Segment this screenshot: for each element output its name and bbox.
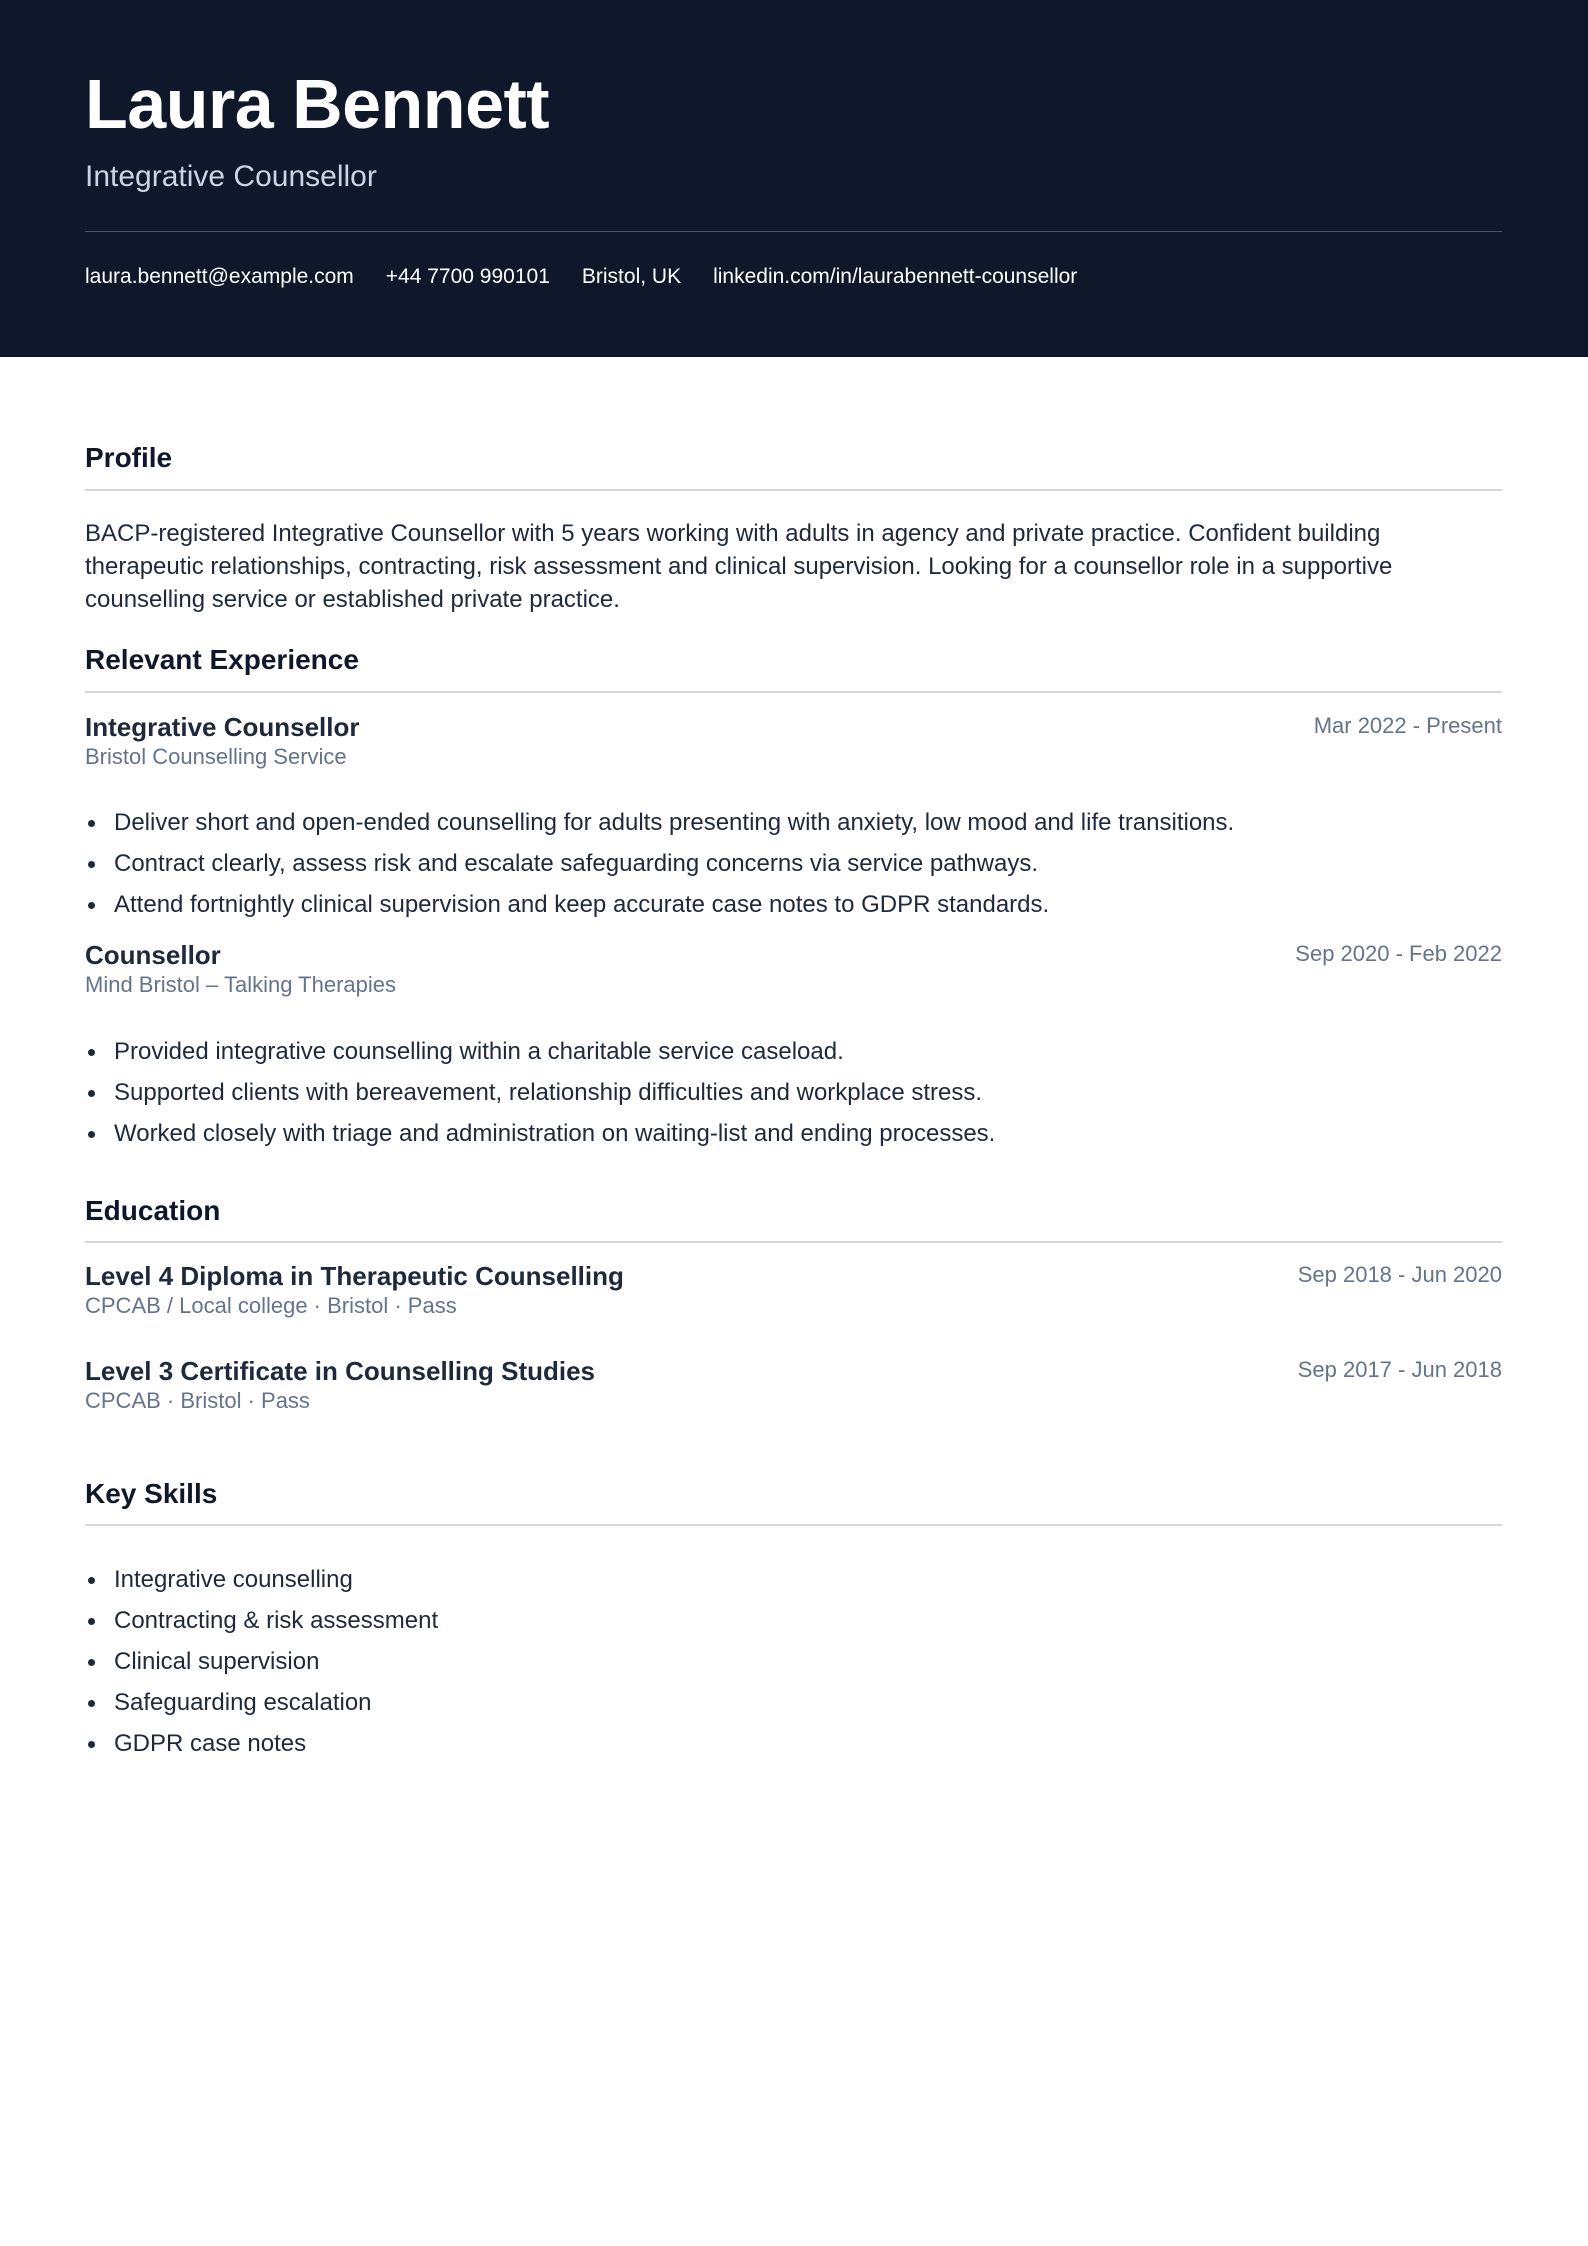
list-item: Contracting & risk assessment [85, 1600, 1502, 1641]
header-divider [85, 231, 1502, 232]
bullet-icon [88, 1577, 95, 1584]
contact-phone: +44 7700 990101 [385, 265, 550, 288]
candidate-name: Laura Bennett [85, 65, 550, 143]
bullet-icon [88, 861, 95, 868]
section-title-experience: Relevant Experience [85, 644, 359, 675]
section-divider [85, 1524, 1502, 1526]
job-dates: Mar 2022 - Present [1313, 713, 1502, 738]
job-title: Integrative Counsellor [85, 712, 360, 742]
list-item: Deliver short and open-ended counselling for adults presenting with anxiety, low mood and life transitions. [85, 802, 1502, 843]
profile-section [85, 439, 1502, 613]
qualification-detail: CPCAB · Bristol · Pass [85, 1388, 310, 1413]
bullet-icon [88, 902, 95, 909]
qualification-dates: Sep 2017 - Jun 2018 [1297, 1357, 1502, 1382]
resume-header [0, 0, 1588, 357]
bullet-icon [88, 1131, 95, 1138]
section-title-profile: Profile [85, 442, 173, 473]
job-organisation: Mind Bristol – Talking Therapies [85, 972, 397, 997]
job-organisation: Bristol Counselling Service [85, 744, 347, 769]
experience-section [85, 641, 1502, 1147]
skills-list [85, 1559, 1502, 1764]
section-title-skills: Key Skills [85, 1478, 218, 1509]
qualification-title: Level 4 Diploma in Therapeutic Counselling [85, 1261, 624, 1291]
bullet-icon [88, 1049, 95, 1056]
list-item: Worked closely with triage and administration on waiting-list and ending processes. [85, 1113, 1502, 1154]
contact-row [85, 263, 1077, 291]
education-section [85, 1192, 1502, 1413]
bullet-icon [88, 1659, 95, 1666]
list-item: Safeguarding escalation [85, 1682, 1502, 1723]
section-divider [85, 1241, 1502, 1243]
bullet-icon [88, 1618, 95, 1625]
list-item: Contract clearly, assess risk and escalate safeguarding concerns via service pathways. [85, 843, 1502, 884]
qualification-detail: CPCAB / Local college · Bristol · Pass [85, 1293, 457, 1318]
contact-email: laura.bennett@example.com [85, 265, 354, 288]
list-item: Provided integrative counselling within a charitable service caseload. [85, 1031, 1502, 1072]
qualification-dates: Sep 2018 - Jun 2020 [1297, 1262, 1502, 1287]
qualification-title: Level 3 Certificate in Counselling Studies [85, 1356, 596, 1386]
list-item: Clinical supervision [85, 1641, 1502, 1682]
job-bullets [85, 802, 1502, 925]
job-title: Counsellor [85, 940, 221, 970]
profile-text: BACP-registered Integrative Counsellor with 5 years working with adults in agency and private practice. Confident building therapeutic relationships, contracting, risk assessment and clinical supervision. Looking for a counsellor role in a supportive counselling service or established private practice. [85, 520, 1393, 613]
section-divider [85, 691, 1502, 693]
list-item: Attend fortnightly clinical supervision and keep accurate case notes to GDPR standards. [85, 884, 1502, 925]
contact-linkedin: linkedin.com/in/laurabennett-counsellor [713, 265, 1078, 288]
section-title-education: Education [85, 1195, 221, 1226]
contact-location: Bristol, UK [581, 265, 682, 288]
list-item: GDPR case notes [85, 1723, 1502, 1764]
list-item: Integrative counselling [85, 1559, 1502, 1600]
candidate-role: Integrative Counsellor [85, 160, 377, 193]
bullet-icon [88, 820, 95, 827]
list-item: Supported clients with bereavement, relationship difficulties and workplace stress. [85, 1072, 1502, 1113]
skills-section [85, 1475, 1502, 1757]
bullet-icon [88, 1090, 95, 1097]
bullet-icon [88, 1700, 95, 1707]
job-dates: Sep 2020 - Feb 2022 [1295, 941, 1502, 966]
bullet-icon [88, 1741, 95, 1748]
job-bullets [85, 1031, 1502, 1154]
section-divider [85, 489, 1502, 491]
